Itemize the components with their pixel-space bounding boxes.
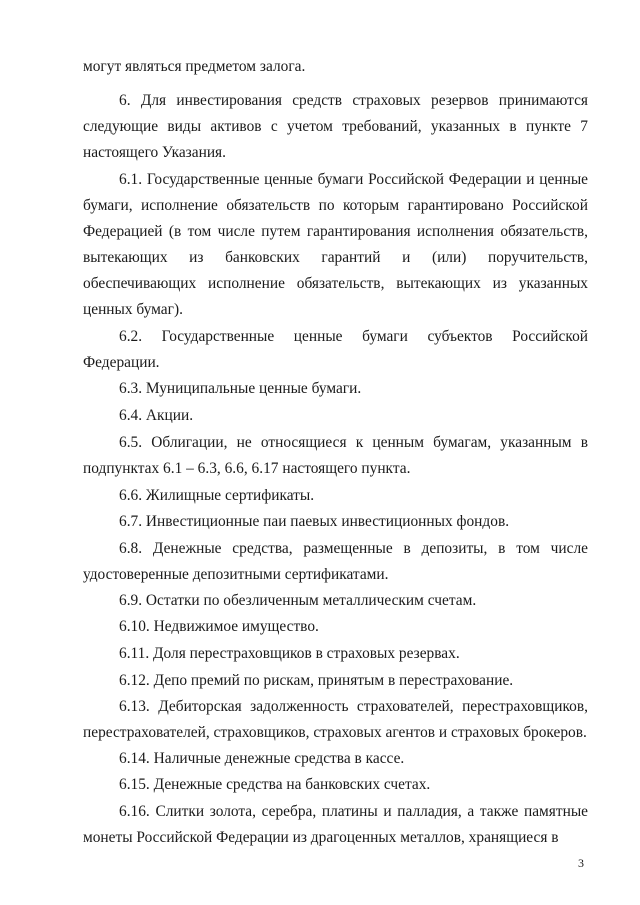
paragraph-item-6-15: 6.15. Денежные средства на банковских счетах. <box>119 776 431 793</box>
paragraph-item-6-12: 6.12. Депо премий по рискам, принятым в перестрахование. <box>119 672 514 689</box>
paragraph-item-6: 6. Для инвестирования средств страховых резервов принимаются следующие виды активов с учетом требований, указанных в пункте 7 настоящего Указания. <box>83 92 588 161</box>
paragraph-item-6-1: 6.1. Государственные ценные бумаги Российской Федерации и ценные бумаги, исполнение обязательств по которым гарантировано Российской Федерацией (в том числе путем гарантирования исполнения обязательств, вытекающих из банковских гарантий и (или) поручительств, обеспечивающих исполнение обязательств, вытекающих из указанных ценных бумаг). <box>83 171 588 318</box>
paragraph-continuation: могут являться предметом залога. <box>83 58 306 75</box>
paragraph-item-6-7: 6.7. Инвестиционные паи паевых инвестиционных фондов. <box>119 513 510 530</box>
paragraph-item-6-16: 6.16. Слитки золота, серебра, платины и палладия, а также памятные монеты Российской Федерации из драгоценных металлов, хранящиеся в <box>83 803 588 846</box>
paragraph-item-6-9: 6.9. Остатки по обезличенным металлическим счетам. <box>119 592 477 609</box>
paragraph-item-6-8: 6.8. Денежные средства, размещенные в депозиты, в том числе удостоверенные депозитными сертификатами. <box>83 540 588 583</box>
paragraph-item-6-11: 6.11. Доля перестраховщиков в страховых резервах. <box>119 645 460 662</box>
paragraph-item-6-3: 6.3. Муниципальные ценные бумаги. <box>119 380 362 397</box>
paragraph-item-6-14: 6.14. Наличные денежные средства в кассе. <box>119 750 405 767</box>
paragraph-item-6-5: 6.5. Облигации, не относящиеся к ценным бумагам, указанным в подпунктах 6.1 – 6.3, 6.6, 6.17 настоящего пункта. <box>83 434 588 477</box>
paragraph-item-6-2: 6.2. Государственные ценные бумаги субъектов Российской Федерации. <box>83 328 588 371</box>
paragraph-item-6-4: 6.4. Акции. <box>119 407 194 424</box>
paragraph-item-6-10: 6.10. Недвижимое имущество. <box>119 618 319 635</box>
page-number: 3 <box>578 856 584 870</box>
paragraph-item-6-13: 6.13. Дебиторская задолженность страхователей, перестраховщиков, перестрахователей, страховщиков, страховых агентов и страховых брокеров. <box>83 698 588 741</box>
paragraph-item-6-6: 6.6. Жилищные сертификаты. <box>119 487 315 504</box>
